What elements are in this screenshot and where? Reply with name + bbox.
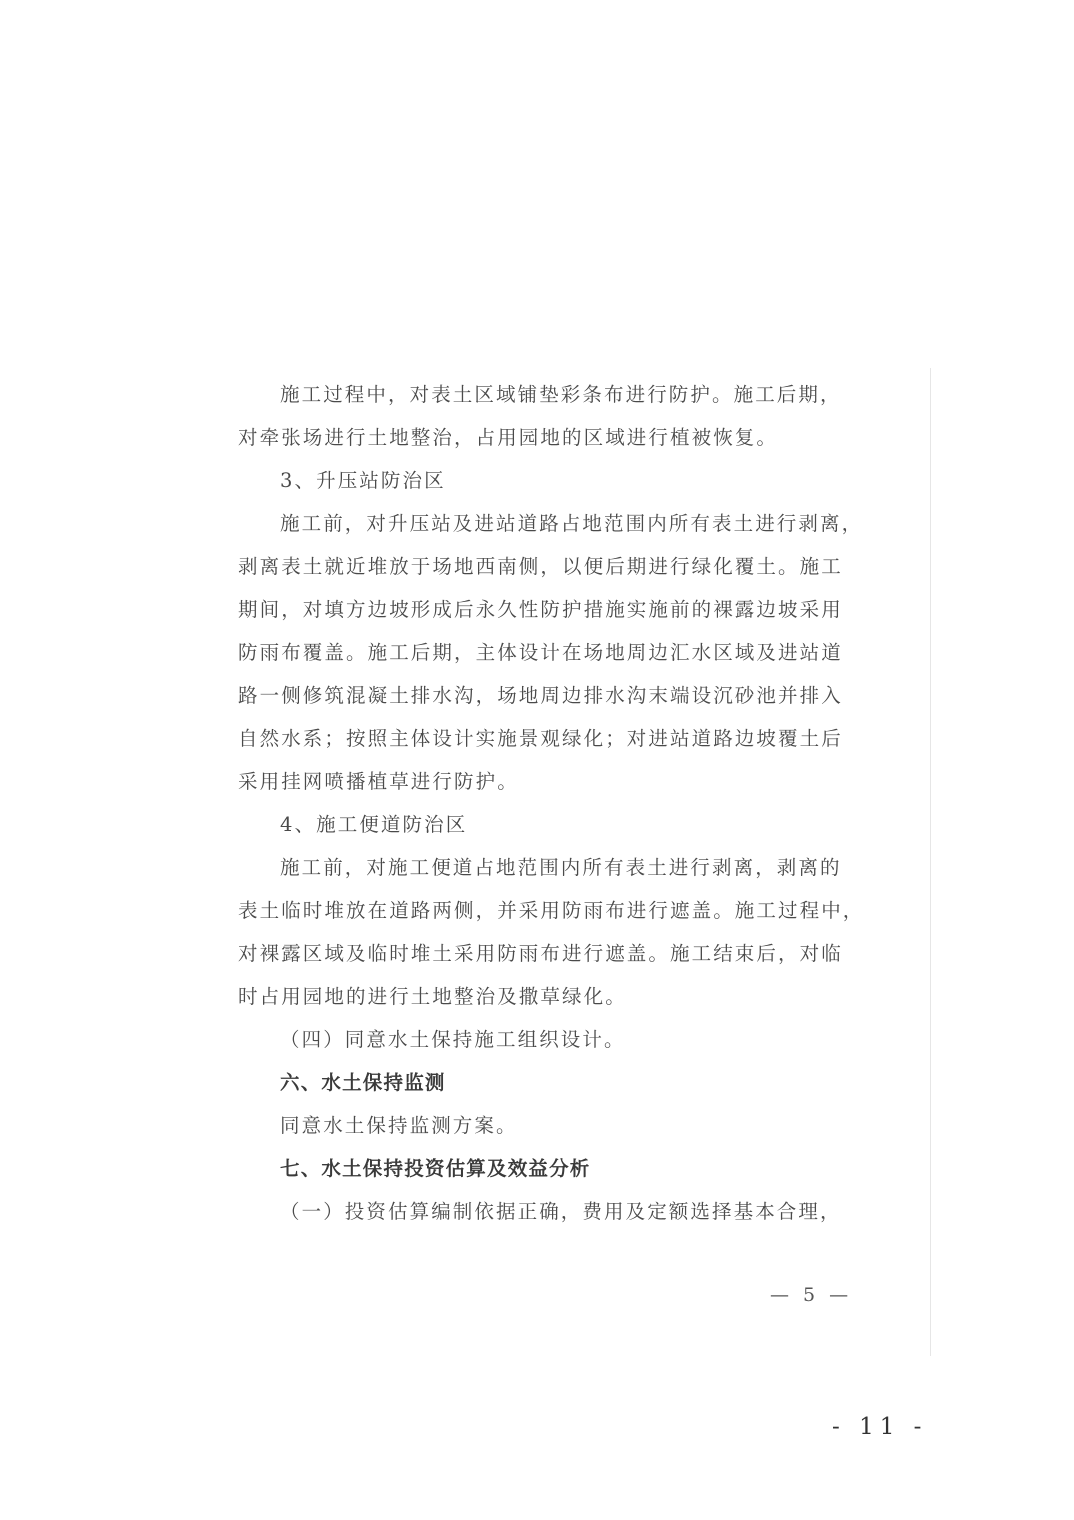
- section-heading: 4、施工便道防治区: [280, 813, 468, 836]
- paragraph-line: 时占用园地的进行土地整治及撒草绿化。: [238, 985, 627, 1008]
- paragraph-line: （四）同意水土保持施工组织设计。: [280, 1028, 626, 1051]
- scan-page-edge: [930, 368, 931, 1356]
- paragraph-line: 同意水土保持监测方案。: [280, 1114, 518, 1137]
- paragraph-line: 采用挂网喷播植草进行防护。: [238, 770, 519, 793]
- paragraph-line: 对牵张场进行土地整治，占用园地的区域进行植被恢复。: [238, 426, 779, 449]
- paragraph-line: 施工前，对施工便道占地范围内所有表土进行剥离，剥离的: [280, 856, 842, 879]
- paragraph-line: 施工过程中，对表土区域铺垫彩条布进行防护。施工后期，: [280, 383, 842, 406]
- paragraph-line: （一）投资估算编制依据正确，费用及定额选择基本合理，: [280, 1200, 842, 1223]
- inner-page-number: — 5 —: [770, 1284, 853, 1306]
- section-heading: 3、升压站防治区: [280, 469, 446, 492]
- paragraph-line: 期间，对填方边坡形成后永久性防护措施实施前的裸露边坡采用: [238, 598, 843, 621]
- paragraph-line: 施工前，对升压站及进站道路占地范围内所有表土进行剥离，: [280, 512, 864, 535]
- outer-page-number: - 11 -: [832, 1414, 928, 1440]
- paragraph-line: 自然水系；按照主体设计实施景观绿化；对进站道路边坡覆土后: [238, 727, 843, 750]
- paragraph-line: 对裸露区域及临时堆土采用防雨布进行遮盖。施工结束后，对临: [238, 942, 843, 965]
- chapter-heading: 七、水土保持投资估算及效益分析: [280, 1157, 591, 1180]
- paragraph-line: 表土临时堆放在道路两侧，并采用防雨布进行遮盖。施工过程中，: [238, 899, 865, 922]
- paragraph-line: 剥离表土就近堆放于场地西南侧，以便后期进行绿化覆土。施工: [238, 555, 843, 578]
- paragraph-line: 防雨布覆盖。施工后期，主体设计在场地周边汇水区域及进站道: [238, 641, 843, 664]
- chapter-heading: 六、水土保持监测: [280, 1071, 446, 1094]
- paragraph-line: 路一侧修筑混凝土排水沟，场地周边排水沟末端设沉砂池并排入: [238, 684, 843, 707]
